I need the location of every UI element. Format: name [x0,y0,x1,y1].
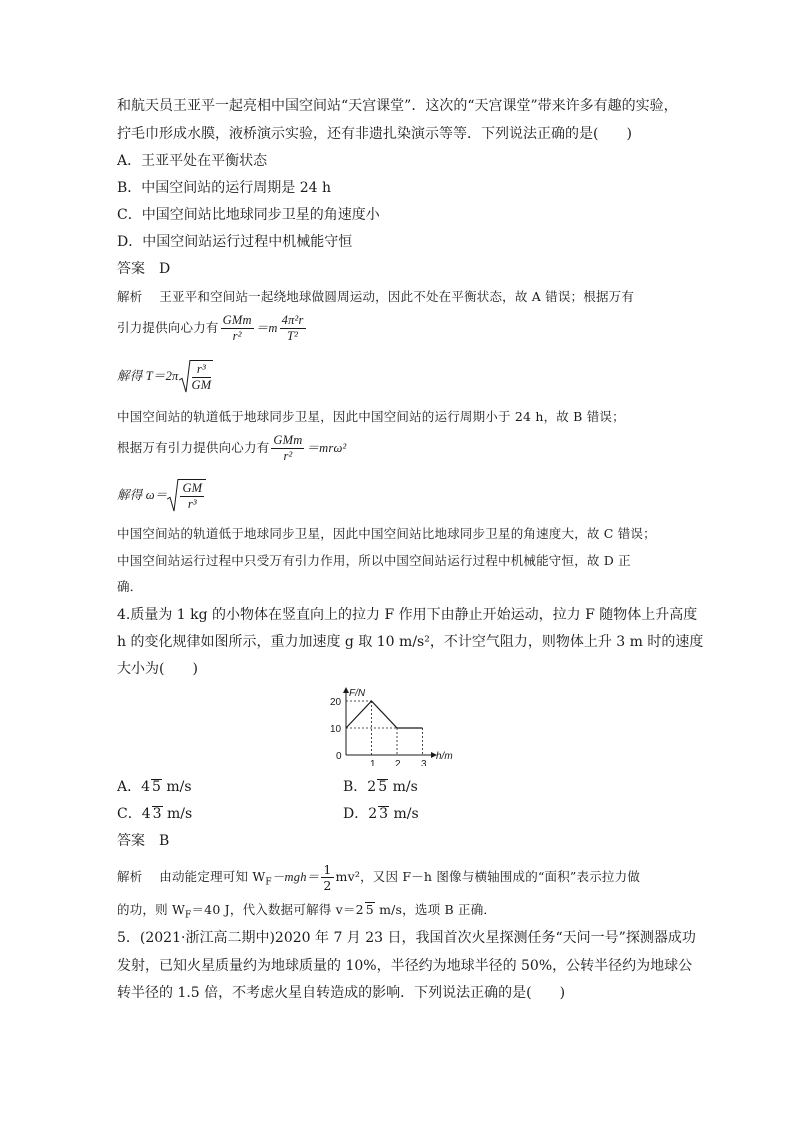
graph-ytick-20: 20 [330,697,342,708]
graph-origin-label: 0 [336,751,342,762]
graph-x-label: h/m [436,751,453,762]
q3-analysis-line-3: 解得 T＝2π $\frac{\text{r³}}{GM}$ [117,362,212,392]
q3-option-a: A．王亚平处在平衡状态 [117,153,268,169]
q3-analysis-line-9: 确． [117,579,143,594]
q4-option-b: B．2 5 m/s [343,779,418,795]
q5-line-2: 发射，已知火星质量约为地球质量的 10%，半径约为地球半径的 50%，公转半径约为地球公 [117,958,693,974]
q4-analysis-line-1: 解析 由动能定理可知 $W_F-mgh=$ $\frac{1}{2}$ mv²，又因 F－h 图像与横轴围成的“面积”表示拉力做 [117,862,641,893]
q3-option-c: C．中国空间站比地球同步卫星的角速度小 [117,207,380,223]
q3-stem-line-2: 拧毛巾形成水膜，液桥演示实验，还有非遗扎染演示等等．下列说法正确的是( ) [117,126,632,142]
q4-option-c: C．4 3 m/s [117,806,193,822]
graph-series-line [346,701,423,728]
q5-line-1: 5．(2021·浙江高二期中)2020 年 7 月 23 日，我国首次火星探测任务“天问一号”探测器成功 [117,930,696,946]
q3-analysis-line-7: 中国空间站的轨道低于地球同步卫星，因此中国空间站比地球同步卫星的角速度大，故 C 错误； [117,526,656,541]
graph-ytick-10: 10 [330,724,342,735]
graph-xtick-3: 3 [421,759,427,766]
q3-option-b: B．中国空间站的运行周期是 24 h [117,180,332,196]
graph-y-label: F/N [349,688,366,699]
q3-analysis-line-1: 解析 王亚平和空间站一起绕地球做圆周运动，因此不处在平衡状态，故 A 错误；根据万有 [117,289,635,304]
q4-stem-line-2: h 的变化规律如图所示，重力加速度 g 取 10 m/s²，不计空气阻力，则物体上升 3 m 时的速度 [117,634,704,650]
q3-analysis-line-6: 解得 ω＝ $\frac{GM}{\text{r³}}$ [117,479,206,512]
q3-option-d: D．中国空间站运行过程中机械能守恒 [117,234,353,250]
f-h-graph [324,686,464,766]
q5-line-3: 转半径的 1.5 倍，不考虑火星自转造成的影响．下列说法正确的是( ) [117,985,566,1001]
graph-xtick-2: 2 [395,759,401,766]
q3-analysis-line-5: 根据万有引力提供向心力有 $\frac{\text{GMm}}{\text{r²}}$ ＝mrω² [117,433,347,463]
q3-analysis-line-8: 中国空间站运行过程中只受万有引力作用，所以中国空间站运行过程中机械能守恒，故 D 正 [117,553,631,568]
graph-xtick-1: 1 [370,759,376,766]
q4-option-a: A．4 5 m/s [117,779,192,795]
q4-answer: 答案 B [117,833,170,849]
q3-analysis-line-2: 引力提供向心力有 $\frac{\text{GMm}}{\text{r²}}$ ＝m $\frac{\text{4π²r}}{\text{T²}}$ [117,313,304,343]
q3-answer: 答案 D [117,261,171,277]
q3-stem-line-1: 和航天员王亚平一起亮相中国空间站“天宫课堂”．这次的“天宫课堂”带来许多有趣的实验， [117,98,678,114]
q4-stem-line-3: 大小为( ) [117,661,198,677]
q4-analysis-line-2: 的功，则 $W_F=40$ J，代入数据可解得 v＝2 5 m/s，选项 B 正确． [117,902,497,921]
q4-stem-line-1: 4.质量为 1 kg 的小物体在竖直向上的拉力 F 作用下由静止开始运动，拉力 F 随物体上升高度 [117,607,698,623]
q4-option-d: D．2 3 m/s [343,806,419,822]
q3-analysis-line-4: 中国空间站的轨道低于地球同步卫星，因此中国空间站的运行周期小于 24 h，故 B 错误； [117,409,625,424]
